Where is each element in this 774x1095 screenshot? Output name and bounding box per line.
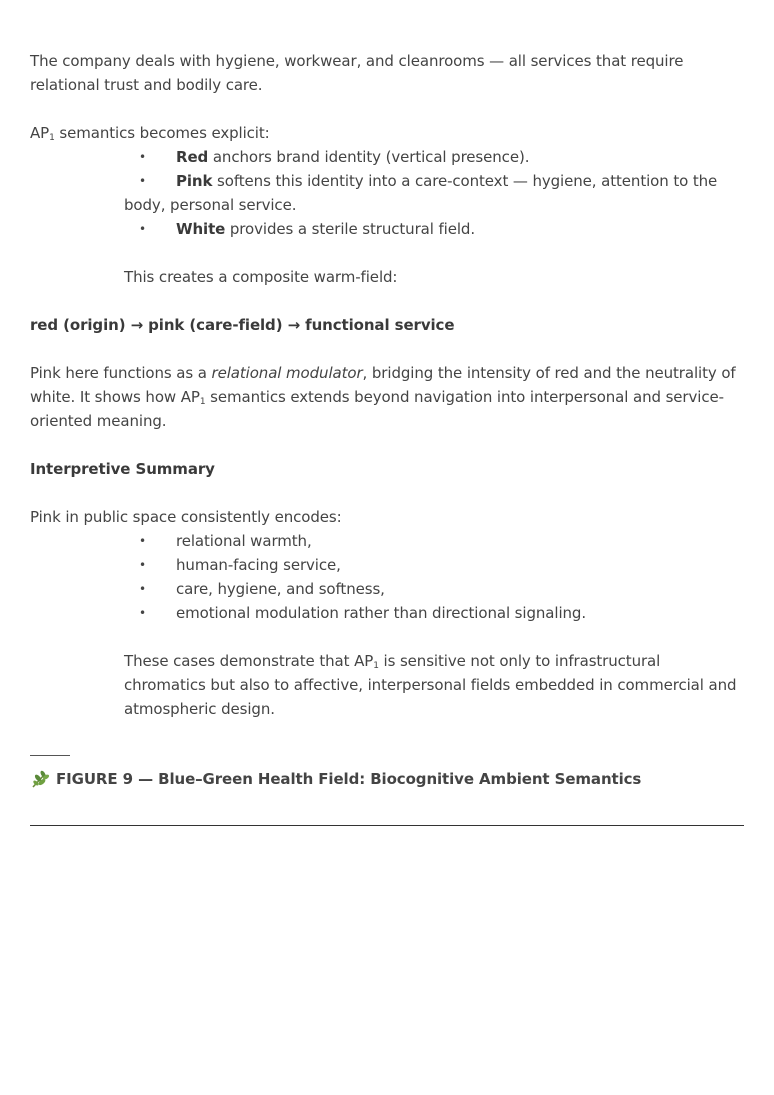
conclusion-post: is sensitive not only to infrastructural chromatics but also to affective, interpersonal fields embedded in commercial and atmospheric design. bbox=[124, 652, 737, 718]
term-white-desc: provides a sterile structural field. bbox=[225, 220, 476, 238]
figure-heading bbox=[30, 767, 744, 791]
section-divider-short bbox=[30, 755, 70, 756]
summary-intro: Pink in public space consistently encodes: bbox=[30, 508, 342, 526]
summary-heading-text: Interpretive Summary bbox=[30, 460, 215, 478]
bullet-icon: • bbox=[139, 150, 146, 164]
bullet-icon: • bbox=[139, 534, 146, 548]
bullet-icon: • bbox=[139, 606, 146, 620]
term-red-desc: anchors brand identity (vertical presence). bbox=[208, 148, 530, 166]
figure-heading-text: FIGURE 9 — Blue–Green Health Field: Biocognitive Ambient Semantics bbox=[56, 770, 642, 788]
modulator-em: relational modulator bbox=[211, 364, 363, 382]
summary-list bbox=[30, 529, 744, 625]
chain-line bbox=[30, 313, 744, 337]
bullet-icon: • bbox=[139, 582, 146, 596]
modulator-mid: , bridging the intensity of red and the neutrality of white. It shows how AP bbox=[30, 364, 736, 406]
term-red: Red bbox=[176, 148, 209, 166]
ap-subscript: 1 bbox=[373, 661, 379, 671]
list-item bbox=[30, 169, 744, 217]
modulator-paragraph bbox=[30, 361, 744, 433]
chain-text: red (origin) → pink (care-field) → functional service bbox=[30, 316, 455, 334]
document-body bbox=[30, 49, 744, 791]
modulator-pre: Pink here functions as a bbox=[30, 364, 212, 382]
summary-item: emotional modulation rather than directional signaling. bbox=[176, 604, 587, 622]
list-item bbox=[30, 145, 744, 169]
list-item bbox=[30, 217, 744, 241]
list-item bbox=[30, 577, 744, 601]
composite-line: This creates a composite warm-field: bbox=[124, 268, 398, 286]
term-pink-desc: softens this identity into a care-context — hygiene, attention to the body, personal service. bbox=[124, 172, 718, 214]
list-item bbox=[30, 601, 744, 625]
term-pink: Pink bbox=[176, 172, 213, 190]
summary-item: care, hygiene, and softness, bbox=[176, 580, 385, 598]
summary-item: relational warmth, bbox=[176, 532, 312, 550]
modulator-post: semantics extends beyond navigation into interpersonal and service-oriented meaning. bbox=[30, 388, 724, 430]
ap-label: AP bbox=[30, 124, 50, 142]
ap-subscript: 1 bbox=[49, 133, 55, 143]
summary-item: human-facing service, bbox=[176, 556, 341, 574]
summary-heading bbox=[30, 457, 744, 481]
semantics-lead bbox=[30, 121, 744, 145]
term-white: White bbox=[176, 220, 226, 238]
semantics-suffix: semantics becomes explicit: bbox=[54, 124, 270, 142]
list-item bbox=[30, 553, 744, 577]
color-bullet-list bbox=[30, 145, 744, 241]
conclusion-pre: These cases demonstrate that AP bbox=[124, 652, 374, 670]
herb-leaf-icon bbox=[30, 769, 50, 789]
bullet-icon: • bbox=[139, 558, 146, 572]
section-divider-full bbox=[30, 825, 744, 826]
list-item bbox=[30, 529, 744, 553]
conclusion-paragraph bbox=[30, 649, 744, 721]
bullet-icon: • bbox=[139, 174, 146, 188]
bullet-icon: • bbox=[139, 222, 146, 236]
intro-paragraph: The company deals with hygiene, workwear, and cleanrooms — all services that require relational trust and bodily care. bbox=[30, 52, 684, 94]
ap-subscript: 1 bbox=[199, 397, 206, 407]
